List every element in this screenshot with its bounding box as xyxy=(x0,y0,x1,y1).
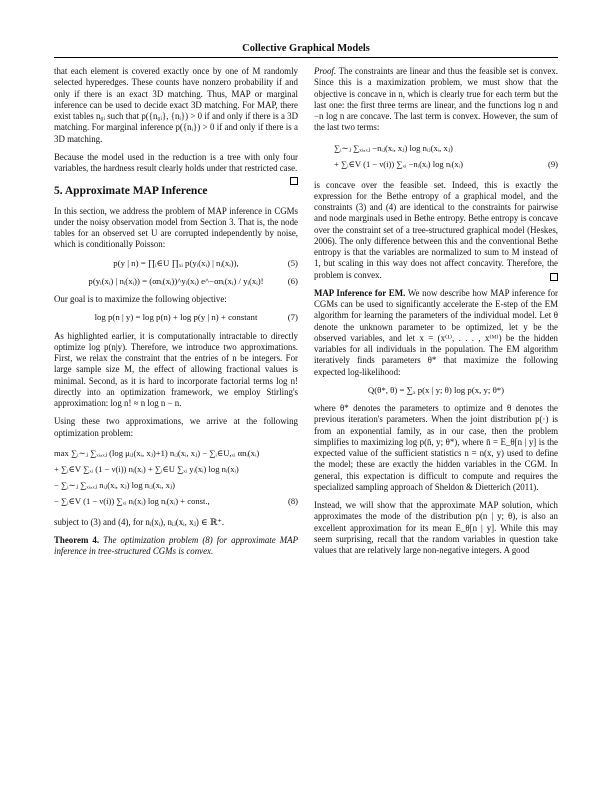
equation-5 xyxy=(54,258,298,269)
paragraph-em: MAP Inference for EM. We now describe how MAP inference for CGMs can be used to significantly accelerate the E-step of the EM algorithm for learning the parameters of the individual model. Let θ denote the unknown parameter to be optimized, let y be the observed variables, and let x = (x⁽¹⁾, . . . , x⁽ᴹ⁾) be the hidden variables for all individuals in the population. The EM algorithm iteratively finds parameters θ* that maximize the following expected log-likelihood: xyxy=(314,287,558,377)
paragraph-expectation: where θ* denotes the parameters to optimize and θ denotes the previous iteration's parameters. When the joint distribution p(·) is from an exponential family, as in our case, then the problem simplifies to maximizing log p(n̄, y; θ*), where n̄ = E_θ[n | y] is the expected value of the sufficient statistics n = n(x, y) used to define the model; these are exactly the hidden variables in the CGM. In general, this expectation is difficult to compute and requires the specialized sampling approach of Sheldon & Dietterich (2011). xyxy=(314,403,558,492)
paragraph-subject-to: subject to (3) and (4), for nᵢ(xᵢ), nᵢⱼ(xᵢ, xⱼ) ∈ ℝ⁺. xyxy=(54,516,225,527)
section-heading: 5. Approximate MAP Inference xyxy=(54,185,208,198)
right-column xyxy=(314,66,558,563)
theorem-text: The optimization problem (8) for approximate MAP inference in tree-structured CGMs is convex. xyxy=(54,535,299,557)
equation-6-body: p(yᵢ(xᵢ) | nᵢ(xᵢ)) = (αnᵢ(xᵢ))^yᵢ(xᵢ) e^−αnᵢ(xᵢ) / yᵢ(xᵢ)! xyxy=(88,275,264,286)
equation-8-line: − ∑ᵢ∼ⱼ ∑ₓᵢ,ₓⱼ nᵢⱼ(xᵢ, xⱼ) log nᵢⱼ(xᵢ, xⱼ) xyxy=(54,480,176,491)
theorem-label: Theorem 4. xyxy=(54,535,100,545)
equation-5-body: p(y | n) = ∏ᵢ∈U ∏ₓᵢ p(yᵢ(xᵢ) | nᵢ(xᵢ)), xyxy=(113,257,239,268)
equation-9-number: (9) xyxy=(547,158,558,169)
equation-q-body: Q(θ*, θ) = ∑ₓ p(x | y; θ) log p(x, y; θ*) xyxy=(367,384,505,395)
qed-box xyxy=(290,177,298,185)
paragraph-bethe: is concave over the feasible set. Indeed, this is exactly the expression for the Bethe entropy of a graphical model, and the constraints (3) and (4) are identical to the constraints for pairwise and node marginals used in Bethe entropy. Bethe entropy is concave over the constraint set of a tree-structured graphical model (Heskes, 2006). The only difference between this and the conventional Bethe entropy is that the variables are normalized to sum to M instead of 1, but scaling in this way does not affect concavity. Therefore, the problem is convex. xyxy=(314,179,558,280)
equation-8-line: + ∑ᵢ∈V ∑ₓᵢ (1 − ν(i)) nᵢ(xᵢ) + ∑ᵢ∈U ∑ₓᵢ yᵢ(xᵢ) log nᵢ(xᵢ) xyxy=(54,464,239,475)
paragraph-hardness: Because the model used in the reduction is a tree with only four variables, the hardness result clearly holds under that restricted case. xyxy=(54,152,298,175)
equation-6-number: (6) xyxy=(287,275,298,286)
equation-9 xyxy=(314,141,558,173)
equation-q xyxy=(314,385,558,396)
paragraph-intro: In this section, we address the problem of MAP inference in CGMs under the noisy observation model from Section 3. That is, the node tables for an observed set U are corrupted independently by noise, which is conditionally Poisson: xyxy=(54,205,298,250)
proof-paragraph: Proof. The constraints are linear and thus the feasible set is convex. Since this is a maximization problem, we must show that the objective is concave in n, which is clearly true for each term but the last one: the first three terms are linear, and the functions log n and −n log n are concave. The last term is convex. However, the sum of the last two terms: xyxy=(314,66,558,133)
equation-7-body: log p(n | y) = log p(n) + log p(y | n) + constant xyxy=(94,312,258,323)
paragraph-approx-map: Instead, we will show that the approximate MAP solution, which approximates the mode of the distribution p(n | y; θ), is also an excellent approximation for its mean E_θ[n | y]. While this may seem surprising, recall that the random variables in question take values that are relatively large non-negative integers. A good xyxy=(314,500,558,555)
paragraph-optimization: Using these two approximations, we arrive at the following optimization problem: xyxy=(54,416,298,438)
paragraph-goal: Our goal is to maximize the following objective: xyxy=(54,294,227,304)
header-rule xyxy=(54,57,558,58)
paragraph-approximations: As highlighted earlier, it is computationally intractable to directly optimize log p(n|y). Therefore, we introduce two approximations. First, we relax the constraint that the entries of n be integers. For large sample size M, the effect of allowing fractional values is minimal. Second, as it is hard to incorporate factorial terms log n! directly into an optimization framework, we employ Stirling's approximation: log n! ≈ n log n − n. xyxy=(54,330,298,408)
theorem-4 xyxy=(54,535,298,558)
equation-9-line: + ∑ᵢ∈V (1 − ν(i)) ∑ₓᵢ −nᵢ(xᵢ) log nᵢ(xᵢ) (9) xyxy=(334,158,558,169)
qed-box xyxy=(550,273,558,281)
em-label: MAP Inference for EM. xyxy=(314,287,406,298)
equation-5-number: (5) xyxy=(287,257,298,268)
equation-9-line: ∑ᵢ∼ⱼ ∑ₓᵢ,ₓⱼ −nᵢⱼ(xᵢ, xⱼ) log nᵢⱼ(xᵢ, xⱼ) xyxy=(334,142,453,153)
equation-8-line: max ∑ᵢ∼ⱼ ∑ₓᵢ,ₓⱼ (log μᵢⱼ(xᵢ, xⱼ)+1) nᵢⱼ(xᵢ, xⱼ) − ∑ᵢ∈U,ₓᵢ αnᵢ(xᵢ) xyxy=(54,448,260,459)
running-header: Collective Graphical Models xyxy=(242,43,370,54)
equation-7-number: (7) xyxy=(287,312,298,323)
proof-label: Proof. xyxy=(314,66,337,76)
equation-6 xyxy=(54,276,298,287)
equation-8 xyxy=(54,446,298,510)
equation-8-line: − ∑ᵢ∈V (1 − ν(i)) ∑ₓᵢ nᵢ(xᵢ) log nᵢ(xᵢ) + const., (8) xyxy=(54,496,298,507)
left-column xyxy=(54,66,298,565)
equation-8-number: (8) xyxy=(287,496,298,507)
paragraph-3d-matching: that each element is covered exactly once by one of M randomly selected hyperedges. These counts have nonzero probability if and only if there is an exact 3D matching. Thus, MAP or marginal inference can be used to decide exact 3D matching. For MAP, there exist tables n₀ᵢ such that p({n₀ᵢ}, {nᵢ}) > 0 if and only if there is a 3D matching. For marginal inference p({nᵢ}) > 0 if and only if there is a 3D matching. xyxy=(54,66,298,144)
equation-7 xyxy=(54,312,298,323)
